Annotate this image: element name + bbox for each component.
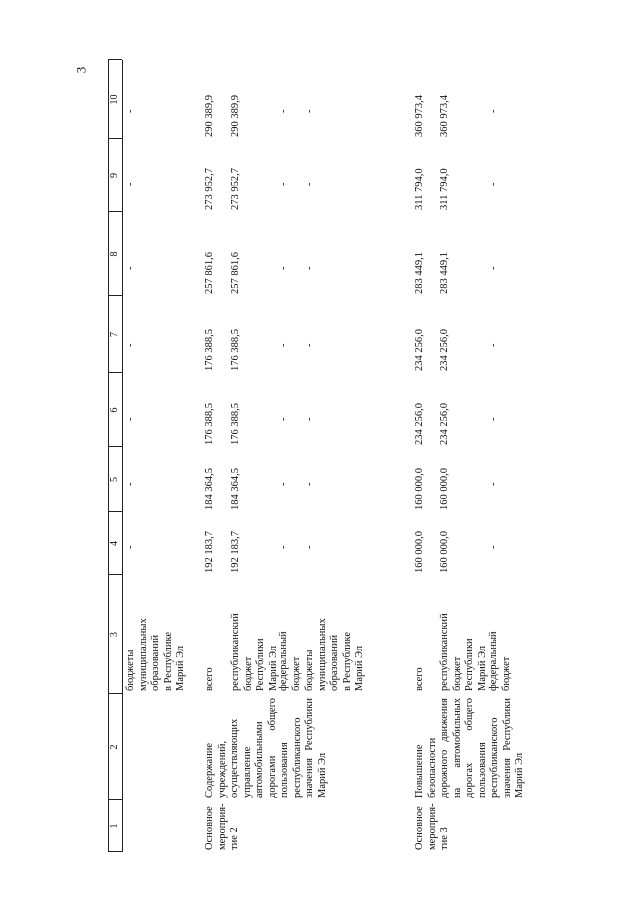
table-cell-value: 160 000,0 bbox=[439, 468, 450, 510]
column-number: 3 bbox=[109, 632, 120, 637]
table-cell-value: - bbox=[278, 482, 289, 486]
column-number: 9 bbox=[109, 173, 120, 178]
table-cell-value: 184 364,5 bbox=[204, 468, 215, 510]
source-label: республиканский бюджет Республики Марий Эл bbox=[439, 613, 488, 691]
table-cell-value: - bbox=[125, 482, 136, 486]
column-number: 5 bbox=[109, 477, 120, 482]
table-cell-value: - bbox=[304, 266, 315, 270]
column-number: 2 bbox=[109, 744, 120, 750]
table-cell-value: 192 183,7 bbox=[230, 531, 241, 573]
table-cell-value: 290 389,9 bbox=[230, 95, 241, 137]
column-number: 4 bbox=[109, 541, 120, 546]
table-cell-value: 234 256,0 bbox=[439, 329, 450, 371]
table-cell-value: 176 388,5 bbox=[230, 329, 241, 371]
table-cell-value: - bbox=[304, 417, 315, 421]
source-label: всего bbox=[414, 667, 425, 691]
table-cell-value: - bbox=[488, 182, 499, 186]
table-cell-value: - bbox=[125, 109, 136, 113]
table-cell-value: - bbox=[488, 109, 499, 113]
table-cell-value: - bbox=[278, 266, 289, 270]
table-cell-value: 176 388,5 bbox=[204, 403, 215, 445]
table-cell-value: 234 256,0 bbox=[439, 403, 450, 445]
table-cell-value: - bbox=[488, 482, 499, 486]
table-cell-value: - bbox=[278, 417, 289, 421]
table-cell-value: 234 256,0 bbox=[414, 329, 425, 371]
table-cell-value: 160 000,0 bbox=[414, 531, 425, 573]
table-cell-value: 311 794,0 bbox=[414, 168, 425, 210]
table-cell-value: 160 000,0 bbox=[439, 531, 450, 573]
table-cell-value: - bbox=[488, 343, 499, 347]
source-label: бюджеты муниципальных образований в Республике Марий Эл bbox=[304, 618, 365, 691]
column-number: 6 bbox=[109, 407, 120, 413]
table-cell-value: - bbox=[488, 545, 499, 549]
table-cell-value: - bbox=[125, 182, 136, 186]
table-cell-value: 257 861,6 bbox=[204, 252, 215, 294]
measure-description: Повышение безопасности дорожного движения на автомобильных дорогах общего пользования республиканского значения Республики Марий Эл bbox=[414, 698, 525, 798]
table-cell-value: 160 000,0 bbox=[414, 468, 425, 510]
measure-label: Основное мероприя- тие 3 bbox=[414, 803, 450, 850]
table-cell-value: - bbox=[304, 109, 315, 113]
budget-table bbox=[108, 60, 638, 852]
table-cell-value: 283 449,1 bbox=[414, 252, 425, 294]
table-cell-value: - bbox=[304, 545, 315, 549]
table-cell-value: 273 952,7 bbox=[230, 168, 241, 210]
source-label: республиканский бюджет Республики Марий Эл bbox=[230, 613, 279, 691]
table-cell-value: 311 794,0 bbox=[439, 168, 450, 210]
source-label: федеральный бюджет bbox=[278, 631, 302, 691]
column-number: 1 bbox=[109, 823, 120, 829]
table-cell-value: 234 256,0 bbox=[414, 403, 425, 445]
table-cell-value: 176 388,5 bbox=[230, 403, 241, 445]
table-cell-value: - bbox=[125, 343, 136, 347]
source-label: федеральный бюджет bbox=[488, 631, 512, 691]
measure-label: Основное мероприя- тие 2 bbox=[204, 803, 240, 850]
column-number: 10 bbox=[109, 94, 120, 105]
table-cell-value: 257 861,6 bbox=[230, 252, 241, 294]
table-cell-value: 273 952,7 bbox=[204, 168, 215, 210]
source-label: всего bbox=[204, 667, 215, 691]
table-cell-value: - bbox=[304, 343, 315, 347]
table-cell-value: 360 973,4 bbox=[439, 95, 450, 137]
table-cell-value: - bbox=[125, 417, 136, 421]
table-cell-value: - bbox=[304, 182, 315, 186]
header-bottom-rule bbox=[122, 60, 123, 852]
table-cell-value: 184 364,5 bbox=[230, 468, 241, 510]
table-cell-value: - bbox=[278, 182, 289, 186]
table-cell-value: - bbox=[125, 266, 136, 270]
table-cell-value: - bbox=[304, 482, 315, 486]
table-cell-value: 360 973,4 bbox=[414, 95, 425, 137]
table-cell-value: - bbox=[278, 545, 289, 549]
table-cell-value: 283 449,1 bbox=[439, 252, 450, 294]
table-cell-value: 192 183,7 bbox=[204, 531, 215, 573]
table-cell-value: - bbox=[278, 343, 289, 347]
table-cell-value: - bbox=[488, 417, 499, 421]
table-cell-value: 290 389,9 bbox=[204, 95, 215, 137]
table-cell-value: - bbox=[488, 266, 499, 270]
measure-description: Содержание учреждений, осуществляющих управление автомобильными дорогами общего пользования республиканского значения Республики Марий Эл bbox=[204, 698, 328, 798]
column-number: 7 bbox=[109, 332, 120, 337]
table-cell-value: 176 388,5 bbox=[204, 329, 215, 371]
table-cell-value: - bbox=[278, 109, 289, 113]
table-cell-value: - bbox=[125, 545, 136, 549]
page-number: 3 bbox=[73, 66, 89, 74]
column-number: 8 bbox=[109, 251, 120, 257]
source-label: бюджеты муниципальных образований в Республике Марий Эл bbox=[125, 618, 186, 691]
